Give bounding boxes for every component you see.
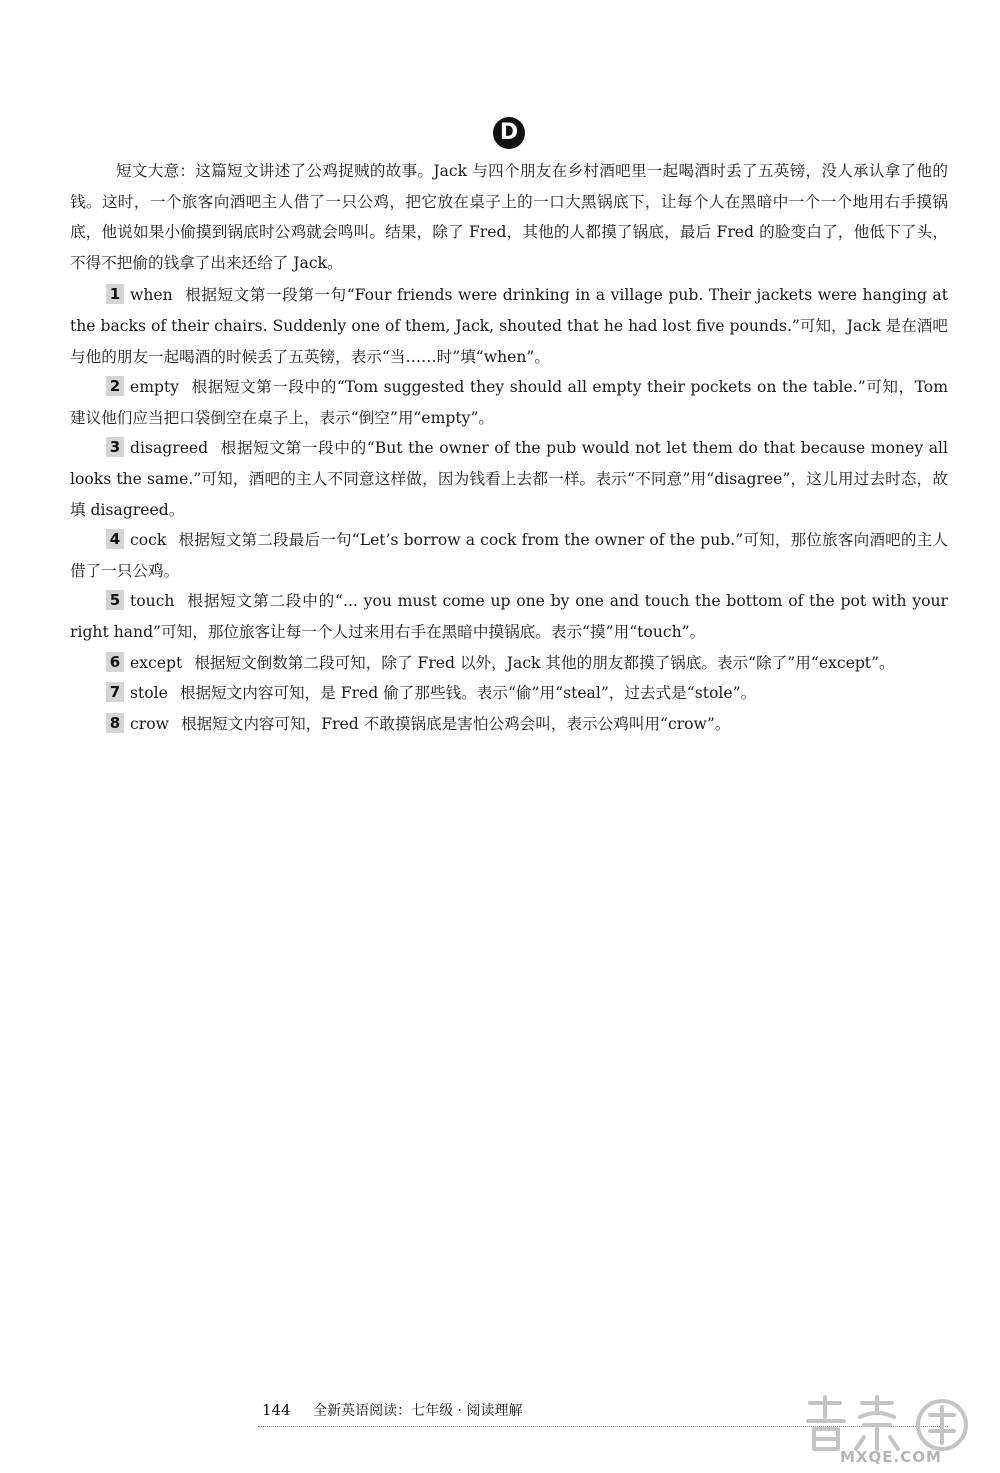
page-footer xyxy=(262,1400,522,1420)
question-number-badge: 5 xyxy=(106,590,124,610)
answer-item xyxy=(70,280,948,372)
answer-word: stole xyxy=(130,684,168,703)
answer-item xyxy=(70,709,948,740)
answer-lead xyxy=(70,684,180,702)
answer-item xyxy=(70,372,948,433)
answer-word: when xyxy=(130,286,173,305)
answer-lead xyxy=(70,378,191,396)
answer-explanation: 根据短文倒数第二段可知，除了 Fred 以外，Jack 其他的朋友都摸了锅底。表示“除了”用“except”。 xyxy=(194,653,895,672)
question-number-badge: 7 xyxy=(106,682,124,702)
answer-word: cock xyxy=(130,531,167,550)
answer-explanation: 根据短文内容可知，是 Fred 偷了那些钱。表示“偷”用“steal”，过去式是“stole”。 xyxy=(179,684,757,703)
question-number-badge: 6 xyxy=(106,652,124,672)
book-title: 全新英语阅读：七年级 · 阅读理解 xyxy=(313,1403,523,1419)
answer-word: empty xyxy=(130,378,180,397)
answer-lead xyxy=(70,592,186,610)
answer-item xyxy=(70,586,948,647)
question-number-badge: 1 xyxy=(106,284,124,304)
question-number-badge: 2 xyxy=(106,376,124,396)
answer-lead xyxy=(70,715,181,733)
answer-word: touch xyxy=(130,592,175,611)
answer-lead xyxy=(70,531,178,549)
answer-explanation: 根据短文内容可知，Fred 不敢摸锅底是害怕公鸡会叫，表示公鸡叫用“crow”。 xyxy=(180,714,731,733)
section-badge: D xyxy=(493,117,525,149)
answer-list xyxy=(70,280,948,739)
answer-item xyxy=(70,525,948,586)
answer-item xyxy=(70,433,948,525)
answer-explanation: 根据短文第二段中的“... you must come up one by one and touch the bottom of the pot with your right hand”可知，那位旅客让每一个人过来用右手在黑暗中摸锅底。表示“摸”用“touch”。 xyxy=(70,592,948,641)
answer-explanation: 根据短文第一段中的“Tom suggested they should all empty their pockets on the table.”可知，Tom 建议他们应当把口袋倒空在桌子上，表示“倒空”用“empty”。 xyxy=(70,378,948,427)
answer-lead xyxy=(70,439,220,457)
watermark-text: MXQE.COM xyxy=(840,1448,942,1466)
answer-explanation: 根据短文第一段第一句“Four friends were drinking in a village pub. Their jackets were hanging at the backs of their chairs. Suddenly one of them, Jack, shouted that he had lost five pounds.”可知，Jack 是在酒吧与他的朋友一起喝酒的时候丢了五英镑，表示“当……时”填“when”。 xyxy=(70,286,948,366)
answer-word: except xyxy=(130,653,183,672)
question-number-badge: 4 xyxy=(106,529,124,549)
answer-item xyxy=(70,678,948,709)
answer-explanation: 根据短文第二段最后一句“Let’s borrow a cock from the owner of the pub.”可知，那位旅客向酒吧的主人借了一只公鸡。 xyxy=(70,531,948,580)
question-number-badge: 3 xyxy=(106,437,124,457)
answer-lead xyxy=(70,286,185,304)
summary-paragraph: 短文大意：这篇短文讲述了公鸡捉贼的故事。Jack 与四个朋友在乡村酒吧里一起喝酒时丢了五英镑，没人承认拿了他的钱。这时，一个旅客向酒吧主人借了一只公鸡，把它放在桌子上的一口大黑锅底下，让每个人在黑暗中一个一个地用右手摸锅底，他说如果小偷摸到锅底时公鸡就会鸣叫。结果，除了 Fred，其他的人都摸了锅底，最后 Fred 的脸变白了，他低下了头，不得不把偷的钱拿了出来还给了 Jack。 xyxy=(70,162,948,272)
answer-content xyxy=(70,156,948,739)
answer-item xyxy=(70,648,948,679)
answer-lead xyxy=(70,654,194,672)
answer-word: disagreed xyxy=(130,439,209,458)
answer-explanation: 根据短文第一段中的“But the owner of the pub would not let them do that because money all looks the same.”可知，酒吧的主人不同意这样做，因为钱看上去都一样。表示“不同意”用“disagree”，这儿用过去时态，故填 disagreed。 xyxy=(70,439,948,519)
question-number-badge: 8 xyxy=(106,713,124,733)
answer-word: crow xyxy=(130,714,169,733)
page-number: 144 xyxy=(262,1401,291,1419)
